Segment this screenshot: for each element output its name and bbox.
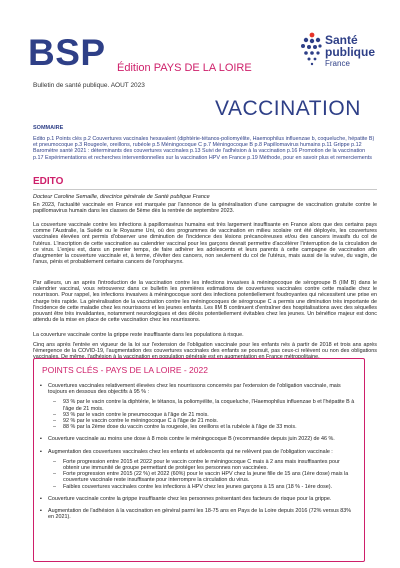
list-item <box>39 508 357 520</box>
edition-label: Édition PAYS DE LA LOIRE <box>117 62 252 74</box>
logo-line-1: Santé <box>325 33 358 47</box>
list-subitem: – Forte progression entre 2015 et 2022 pour le vaccin contre le méningocoque C mais à 2 ans mais insuffisantes pour obtenir une immunité de groupe permettant de protéger les personnes non vaccinées. <box>39 459 357 471</box>
list-item-text: Couvertures vaccinales relativement élevées chez les nourrissons concernés par l'extension de l'obligation vaccinale, mais toujours en dessous des objectifs à 95 % : <box>48 383 341 396</box>
bulletin-subtitle: Bulletin de santé publique. AOUT 2023 <box>33 82 145 89</box>
list-item <box>39 449 357 455</box>
list-subitem: – Forte progression entre 2015 (22 %) et 2022 (60%) pour le vaccin HPV chez la jeune fille de 15 ans (1ère dose) mais la couverture vaccinale reste insuffisante pour interrompre la circulation du virus. <box>39 471 357 483</box>
sommaire-text: Edito p.1 Points clés p.2 Couvertures vaccinales hexavalent (diphtérie-tétanos-poliomyélite, Haemophilus influenzae b, coqueluche, hépatite B) et pneumocoque p.3 Rougeole, oreillons, rubéole p.5 Méningocoque C p.7 Méningocoque B p.8 Papillomavirus humains p.11 Grippe p.12 Baromètre santé 2021 : déterminants des couvertures vaccinales p.13 Suivi de l'adhésion à la vaccination p.16 Promotion de la vaccination p.17 Expérimentations et recherches interventionnelles sur la vaccination HPV en France p.19 Méthode, pour en savoir plus et remerciements <box>33 136 375 161</box>
list-item <box>39 383 357 395</box>
sommaire-label: SOMMAIRE <box>33 125 64 131</box>
list-subitem: – 93 % par le vacin contre la diphtérie, le tétanos, la poliomyélite, la coqueluche, l'Haemophilus influenzae b et l'hépatite B à l'âge de 21 mois. <box>39 399 357 411</box>
list-subitem: – 88 % par la 2ème dose du vaccin contre la rougeole, les oreillons et la rubéole à l'âge de 33 mois. <box>39 424 357 430</box>
page-title: VACCINATION <box>215 97 361 120</box>
list-item-text: Couverture vaccinale contre la grippe insuffisante chez les personnes présentant des facteurs de risque pour la grippe. <box>48 495 332 502</box>
sante-publique-logo-icon <box>300 32 322 70</box>
list-subitem: – Faibles couvertures vaccinales contre les infections à HPV chez les jeunes garçons à 15 ans (18 % - 1ère dose). <box>39 484 357 490</box>
edito-paragraph-1: En 2023, l'actualité vaccinale en France est marquée par l'annonce de la généralisation d'une campagne de vaccination gratuite contre le papillomavirus humain dans les classes de 5ème dès la rentrée de septembre 2023. <box>33 202 377 215</box>
list-item <box>39 436 357 442</box>
sante-publique-logo-text <box>325 34 375 70</box>
edito-paragraph-5: Cinq ans après l'entrée en vigueur de la loi sur l'extension de l'obligation vaccinale pour les enfants nés à partir de 2018 et trois ans après l'émergence de la COVID-19, l'augmentation des couvertures vaccinales des enfants se poursuit, pas ceux-ci relèvent ou non des obligations vaccinales. De même, l'adhésion à la vaccination en population générale est en augmentation en France métropolitaine. <box>33 342 377 361</box>
logo-line-2: publique <box>325 45 375 59</box>
points-cles-title: POINTS CLÉS - PAYS DE LA LOIRE - 2022 <box>42 365 208 375</box>
list-subitem: – 92 % par le vaccin contre le méningocoque C à l'âge de 21 mois. <box>39 418 357 424</box>
list-item-text: Couverture vaccinale au moins une dose à 8 mois contre le méningocoque B (recommandée depuis juin 2022) de 46 %. <box>48 436 335 443</box>
edito-paragraph-3: Par ailleurs, un an après l'introduction de la vaccination contre les infections invasives à méningocoque de sérogroupe B (IIM B) dans le calendrier vaccinal, vous retrouverez dans ce bulletin les premières estimations de couvertures vaccinales contre cette maladie chez le nourrisson. Pour rappel, les infections invasives à méningocoque sont des infections potentiellement foudroyantes qui nécessitent une prise en charge très rapide. La généralisation de la vaccination contre les méningocoques de sérogroupe C a permis une diminution très importante de l'incidence de cette maladie chez les nourrissons et les jeunes enfants. Les IIM B continuent d'entraîner des hospitalisations avec des séquelles pouvant être très invalidantes, notamment neurologiques et des décès potentiellement évitables chez les jeunes. Un bénéfice majeur est donc attendu de la mise en place de cette vaccination chez les nourrissons. <box>33 280 377 324</box>
edito-author: Docteur Caroline Semaille, directrice générale de Santé publique France <box>33 194 210 200</box>
edito-heading: EDITO <box>33 176 64 187</box>
bsp-logo-text: BSP <box>28 32 106 73</box>
list-item-text: Augmentation de l'adhésion à la vaccination en général parmi les 18-75 ans en Pays de la Loire depuis 2016 (72% versus 83% en 2021). <box>48 508 352 521</box>
list-item <box>39 496 357 502</box>
edito-divider <box>33 189 377 190</box>
points-cles-box <box>33 358 365 562</box>
logo-line-3: France <box>325 59 350 68</box>
edito-paragraph-4: La couverture vaccinale contre la grippe reste insuffisante dans les populations à risque. <box>33 332 244 338</box>
edito-paragraph-2: La couverture vaccinale contre les infections à papillomavirus humains est très largement insuffisante en France alors que des certains pays comme l'Australie, la Suède ou le Royaume Uni, où des programmes de vaccination en milieu scolaire ont été déployés, les couvertures vaccinales élevées ont permis d'observer une diminution de l'incidence des lésions précancéreuses et/ou des cancers invasifs du col de l'utérus. L'inscription de cette vaccination au calendrier vaccinal pour les garçons devrait permettre d'accélérer l'interruption de la circulation de ce virus. L'enjeu est, dans un premier temps, de faire adhérer les adolescents et leurs parents à cette campagne de vaccination afin d'augmenter la couverture vaccinale et, à terme, d'éviter des cancers, non seulement du col de l'utérus, mais aussi de la vulve, du vagin, de l'anus, pénis et probablement certains cancers de l'oropharynx. <box>33 222 377 266</box>
points-cles-list <box>39 383 357 524</box>
list-subitem: – 93 % par le vacin contre le pneumocoque à l'âge de 21 mois. <box>39 412 357 418</box>
list-item-text: Augmentation des couvertures vaccinales chez les enfants et adolescents qui ne relèvent pas de l'obligation vaccinale : <box>48 448 333 455</box>
